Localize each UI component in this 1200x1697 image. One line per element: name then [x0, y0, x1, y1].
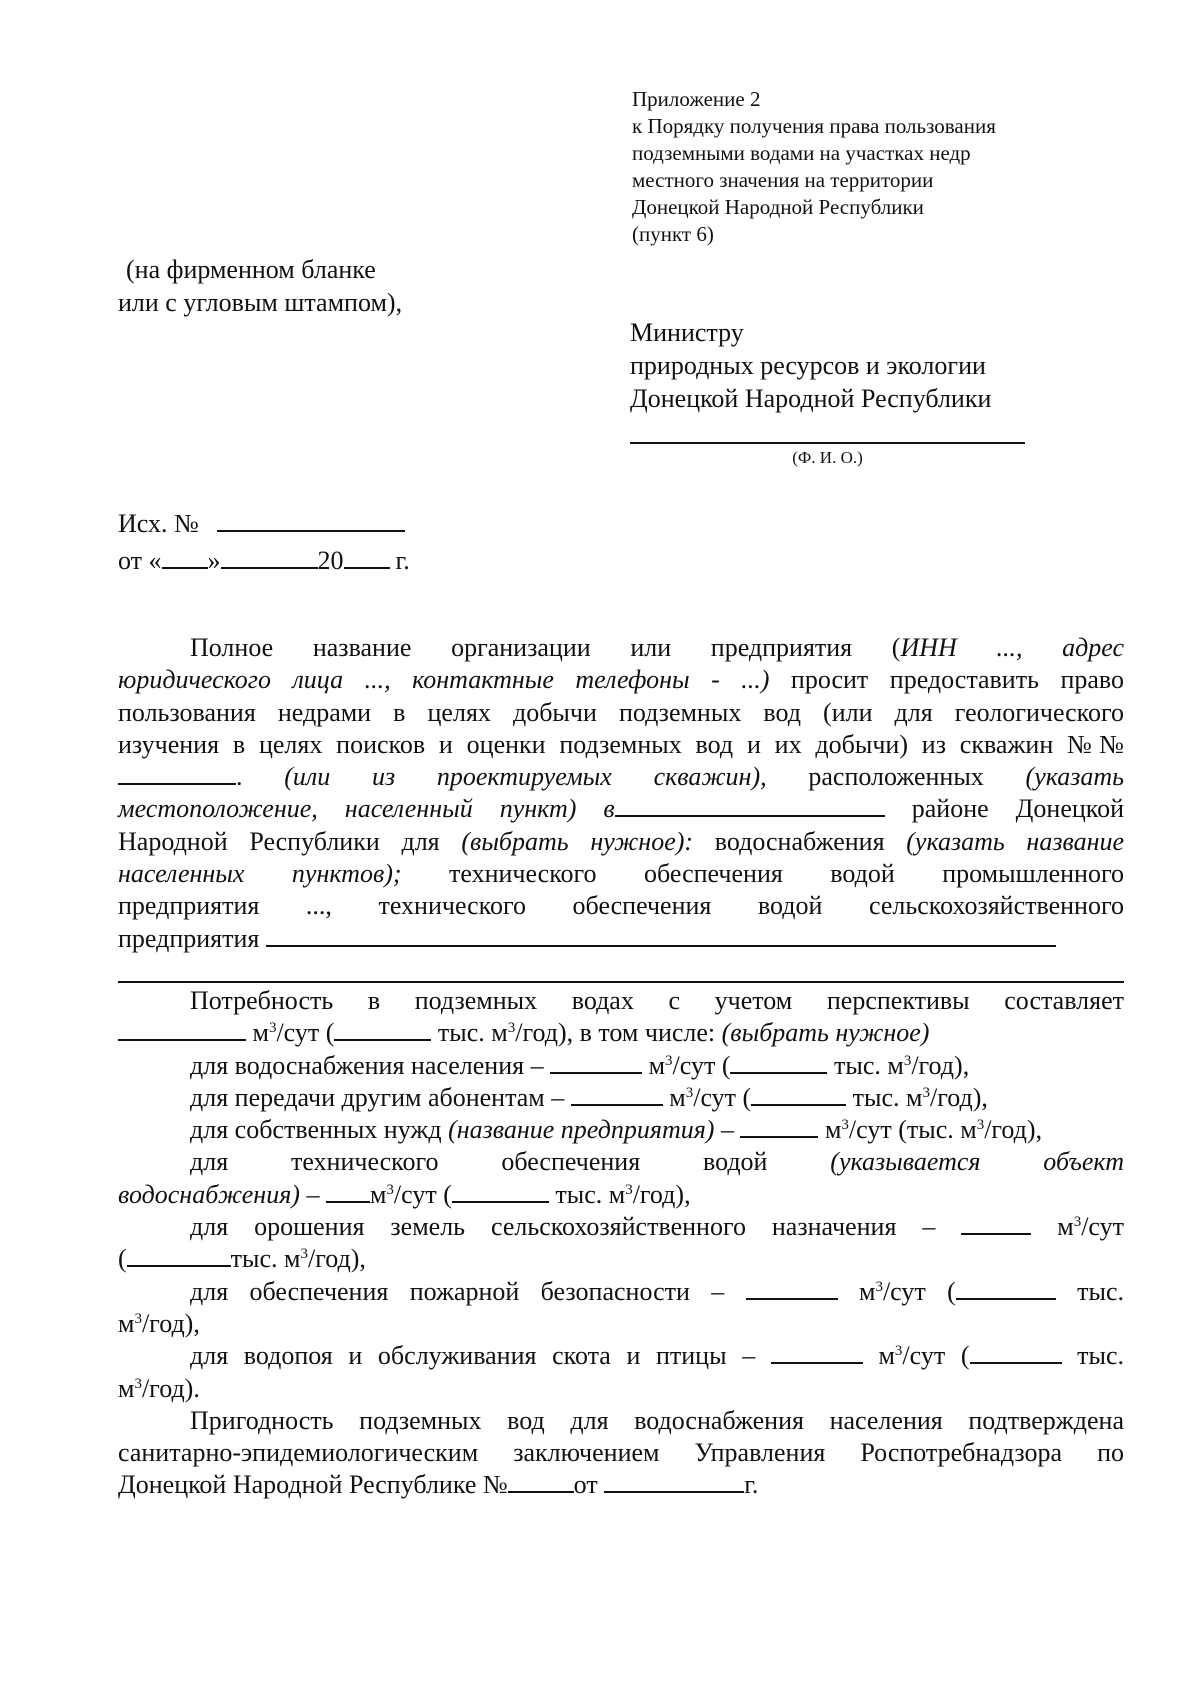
letterhead-note [118, 253, 402, 319]
unit-text: /год), [911, 1050, 970, 1080]
demand-italic-text: (название предприятия) [448, 1115, 715, 1145]
request-text: просит предоставить право [769, 665, 1124, 695]
unit-superscript: 3 [134, 1310, 142, 1327]
demand-line [118, 1017, 1124, 1049]
unit-text: тыс. [1055, 1276, 1124, 1306]
demand-item-label: для передачи другим абонентам – [190, 1082, 571, 1112]
demand-item-population [118, 1050, 1124, 1082]
conclusion-number-blank [508, 1469, 574, 1493]
technical-day-blank [326, 1179, 370, 1203]
date-year-blank [344, 541, 390, 569]
unit-superscript: 3 [134, 1375, 142, 1392]
request-line [118, 923, 1124, 955]
unit-text: тыс. м [230, 1244, 301, 1274]
request-line: предприятия ..., технического обеспечения водой сельскохозяйственного [118, 891, 1124, 921]
suitability-line [118, 1469, 1124, 1501]
addressee-line: Министру [630, 318, 744, 347]
suitability-line: санитарно-эпидемиологическим заключением Управления Роспотребнадзора по [118, 1438, 1124, 1468]
request-italic-text: (или из проектируемых скважин), [284, 762, 767, 792]
unit-text: м [246, 1018, 269, 1048]
demand-item-label: для водоснабжения населения – [190, 1050, 551, 1080]
unit-text: /сут ( [672, 1050, 731, 1080]
fire-year-blank [956, 1276, 1056, 1300]
irrigation-day-blank [961, 1211, 1031, 1235]
others-day-blank [571, 1082, 663, 1106]
enterprise-blank [266, 923, 1056, 947]
request-italic-text: местоположение, населенный пункт) в [118, 794, 615, 824]
unit-text: м [118, 1373, 135, 1403]
demand-item-livestock [118, 1340, 1124, 1372]
demand-item-label: для собственных нужд [190, 1115, 449, 1145]
demand-item-own [118, 1114, 1124, 1146]
livestock-year-blank [970, 1340, 1062, 1364]
unit-text: тыс. м [548, 1179, 626, 1209]
request-text: . [236, 762, 285, 792]
unit-superscript: 3 [976, 1117, 985, 1134]
suitability-text: г. [744, 1470, 759, 1500]
own-day-blank [740, 1114, 818, 1138]
demand-item-fire-cont [118, 1308, 1124, 1340]
unit-text: м [662, 1082, 686, 1112]
request-italic-text: (указать [1025, 762, 1125, 792]
unit-text: /год), [984, 1115, 1043, 1145]
unit-superscript: 3 [894, 1343, 903, 1360]
demand-item-irrigation [118, 1211, 1124, 1243]
request-line [118, 632, 1124, 664]
suitability-text: от [573, 1470, 605, 1500]
well-numbers-blank [118, 761, 236, 785]
request-italic-text: населенных пунктов); [118, 859, 402, 889]
unit-text: /год), [308, 1244, 366, 1274]
unit-text: /сут ( [693, 1082, 752, 1112]
request-italic-text: ИНН ..., адрес [900, 633, 1125, 662]
demand-item-fire [118, 1276, 1124, 1308]
request-text: расположенных [766, 762, 1026, 792]
request-italic-text: юридического лица ..., контактные телефоны - ...) [118, 665, 770, 695]
unit-superscript: 3 [841, 1117, 849, 1134]
demand-item-label: для водопоя и обслуживания скота и птицы – [190, 1341, 771, 1371]
date-month-blank [221, 541, 318, 569]
outgoing-date-row [118, 541, 410, 578]
fio-caption: (Ф. И. О.) [792, 448, 863, 467]
district-blank [615, 793, 885, 817]
unit-text: м [818, 1115, 842, 1145]
unit-superscript: 3 [625, 1181, 633, 1198]
demand-item-label: – [299, 1179, 326, 1209]
unit-text: /год), в том числе: [515, 1018, 722, 1048]
unit-superscript: 3 [665, 1052, 673, 1069]
date-from-label: от « [118, 546, 162, 575]
unit-text: /сут ( [393, 1179, 452, 1209]
date-day-blank [162, 541, 208, 569]
unit-text: м [118, 1308, 135, 1338]
appendix-line: местного значения на территории [632, 168, 934, 192]
unit-text: тыс. м [846, 1082, 923, 1112]
unit-superscript: 3 [875, 1278, 883, 1295]
unit-superscript: 3 [922, 1084, 930, 1101]
demand-item-technical [118, 1146, 1124, 1178]
letterhead-note-line: (на фирменном бланке [126, 255, 376, 284]
conclusion-date-blank [604, 1469, 744, 1493]
fio-blank-line [630, 442, 1025, 444]
unit-text: /год), [930, 1082, 988, 1112]
unit-superscript: 3 [300, 1246, 308, 1263]
unit-text: /сут ( [902, 1341, 970, 1371]
appendix-line: (пункт 6) [632, 222, 714, 246]
total-day-blank [118, 1017, 246, 1041]
unit-superscript: 3 [507, 1020, 516, 1037]
irrigation-year-blank [127, 1243, 231, 1267]
outgoing-number-label: Исх. № [118, 509, 199, 538]
date-year-suffix: г. [395, 546, 410, 575]
unit-text: тыс. м [431, 1018, 508, 1048]
appendix-line: подземными водами на участках недр [632, 141, 971, 165]
enterprise-blank-continuation [118, 955, 1124, 983]
request-line [118, 761, 1124, 793]
unit-text: /сут [1081, 1212, 1124, 1242]
unit-text: /год), [632, 1179, 691, 1209]
request-text: предприятия [118, 923, 266, 953]
request-italic-text: (выбрать нужное): [461, 826, 694, 856]
addressee-line: Донецкой Народной Республики [630, 384, 992, 413]
unit-text: м [642, 1050, 666, 1080]
population-day-blank [550, 1050, 642, 1074]
unit-text: /сут ( [882, 1276, 956, 1306]
outgoing-number-row [118, 504, 410, 541]
unit-text: /год), [141, 1308, 200, 1338]
unit-superscript: 3 [386, 1181, 394, 1198]
request-text: Народной Республики для [118, 826, 462, 856]
unit-text: ( [118, 1244, 127, 1274]
unit-text: /год). [141, 1373, 200, 1403]
request-text: районе Донецкой [884, 794, 1124, 824]
demand-line: Потребность в подземных водах с учетом перспективы составляет [190, 985, 1124, 1015]
request-text: технического обеспечения водой промышленного [401, 859, 1124, 889]
appendix-line: к Порядку получения права пользования [632, 114, 996, 138]
appendix-header [632, 86, 996, 248]
unit-superscript: 3 [268, 1020, 277, 1037]
unit-superscript: 3 [685, 1084, 694, 1101]
suitability-line: Пригодность подземных вод для водоснабжения населения подтверждена [190, 1405, 1124, 1435]
request-line [118, 858, 1124, 890]
demand-item-label: для орошения земель сельскохозяйственного назначения – [190, 1212, 962, 1242]
unit-text: м [1031, 1212, 1074, 1242]
demand-item-irrigation-cont [118, 1243, 1124, 1275]
request-line [118, 793, 1124, 825]
others-year-blank [751, 1082, 846, 1106]
request-text: Полное название организации или предприятия ( [190, 633, 901, 662]
unit-text: м [862, 1341, 895, 1371]
outgoing-number-blank [217, 504, 405, 532]
addressee-block [630, 316, 991, 415]
outgoing-number-block [118, 504, 410, 578]
demand-italic-text: водоснабжения) [118, 1179, 300, 1209]
total-year-blank [334, 1017, 431, 1041]
fire-day-blank [746, 1276, 838, 1300]
appendix-line: Приложение 2 [632, 87, 761, 111]
demand-italic-text: (выбрать нужное) [721, 1018, 930, 1048]
addressee-line: природных ресурсов и экологии [630, 351, 986, 380]
unit-text: тыс. м [827, 1050, 904, 1080]
demand-italic-text: (указывается объект [830, 1147, 1125, 1177]
letterhead-note-line: или с угловым штампом), [118, 288, 403, 317]
letter-body [118, 632, 1124, 1502]
demand-item-technical-cont [118, 1179, 1124, 1211]
technical-year-blank [452, 1179, 549, 1203]
date-year-prefix: 20 [317, 546, 344, 575]
demand-item-label: – [714, 1115, 741, 1145]
demand-item-others [118, 1082, 1124, 1114]
suitability-text: Донецкой Народной Республике № [118, 1470, 508, 1500]
unit-text: /сут (тыс. м [848, 1115, 977, 1145]
request-line [118, 826, 1124, 858]
unit-text: м [369, 1179, 387, 1209]
request-text: водоснабжения [693, 826, 907, 856]
request-line [118, 664, 1124, 696]
livestock-day-blank [771, 1340, 863, 1364]
unit-superscript: 3 [903, 1052, 912, 1069]
appendix-line: Донецкой Народной Республики [632, 195, 924, 219]
date-quote-close: » [207, 546, 221, 575]
unit-text: /сут ( [276, 1018, 335, 1048]
unit-text: м [837, 1276, 876, 1306]
request-line: изучения в целях поисков и оценки подземных вод и их добычи) из скважин №№ [118, 729, 1124, 759]
demand-item-livestock-cont [118, 1373, 1124, 1405]
unit-superscript: 3 [1073, 1214, 1082, 1231]
request-line: пользования недрами в целях добычи подземных вод (или для геологического [118, 697, 1124, 727]
request-italic-text: (указать название [906, 826, 1125, 856]
demand-item-label: для обеспечения пожарной безопасности – [190, 1276, 746, 1306]
demand-item-label: для технического обеспечения водой [190, 1147, 831, 1177]
unit-text: тыс. [1061, 1341, 1125, 1371]
population-year-blank [730, 1050, 827, 1074]
